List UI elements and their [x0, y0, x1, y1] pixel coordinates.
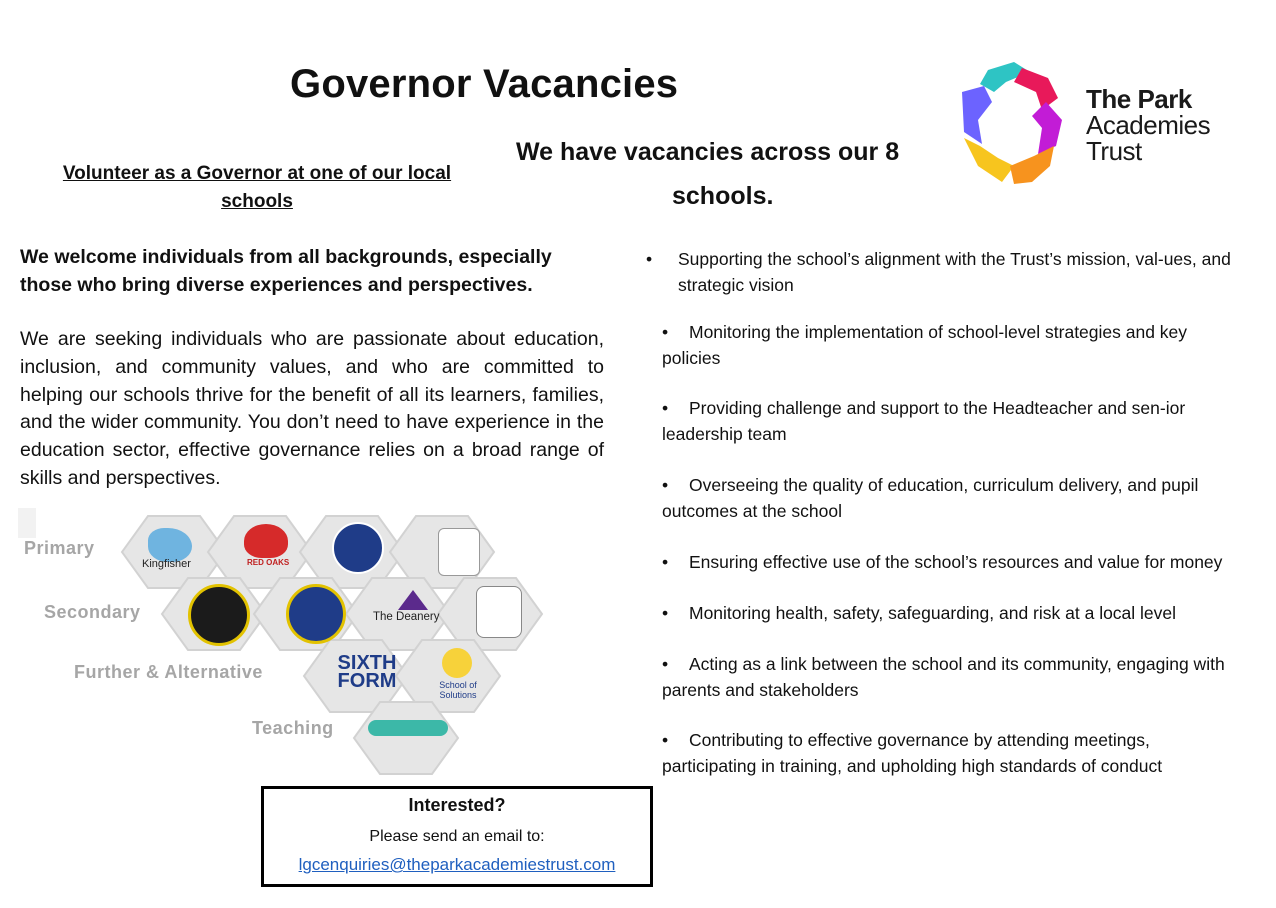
- contact-box: [261, 786, 653, 887]
- bridlewood-crest-icon: [438, 528, 480, 576]
- kingfisher-label: Kingfisher: [142, 558, 191, 570]
- schools-graphic: [18, 508, 578, 776]
- deanery-label: The Deanery: [373, 611, 440, 623]
- list-item: • Overseeing the quality of education, curriculum delivery, and pupil outcomes at the school: [662, 475, 1199, 521]
- logo-text-line3: Trust: [1086, 136, 1142, 166]
- red-oaks-crest-icon: [244, 524, 288, 558]
- seeking-paragraph: We are seeking individuals who are passionate about education, inclusion, and community values, and who are committed to helping our schools thrive for the benefit of all its learners, families, and the wider community. You don’t need to have experience in the education sector, effective governance relies on a broad range of skills and perspectives.: [20, 328, 604, 489]
- contact-email-link[interactable]: lgcenquiries@theparkacademiestrust.com: [298, 855, 616, 874]
- school-of-solutions-bulb-icon: [442, 648, 472, 678]
- trust-logo-mark-icon: [958, 62, 1068, 186]
- category-secondary: Secondary: [44, 602, 141, 622]
- list-item: • Supporting the school’s alignment with the Trust’s mission, val-ues, and strategic vision: [646, 249, 1231, 295]
- page-title: Governor Vacancies: [290, 62, 679, 106]
- category-further-alternative: Further & Alternative: [74, 662, 263, 682]
- contact-title: Interested?: [408, 795, 506, 815]
- list-item: • Ensuring effective use of the school’s resources and value for money: [662, 552, 1223, 572]
- contact-instruction: Please send an email to:: [369, 828, 545, 845]
- trust-logo: [958, 62, 1226, 188]
- logo-text-line2: Academies: [1086, 110, 1211, 140]
- red-oaks-label: RED OAKS: [247, 558, 290, 567]
- teaching-partnership-logo-icon: [368, 720, 448, 736]
- list-item: • Contributing to effective governance by attending meetings, participating in training, and upholding high standards of conduct: [662, 730, 1163, 776]
- volunteer-heading: Volunteer as a Governor at one of our local schools: [62, 163, 452, 212]
- list-item: • Monitoring the implementation of school-level strategies and key policies: [662, 322, 1188, 368]
- secondary-school-1-crest-icon: [188, 584, 250, 646]
- secondary-school-2-crest-icon: [286, 584, 346, 644]
- list-item: • Providing challenge and support to the Headteacher and sen-ior leadership team: [662, 398, 1186, 444]
- vacancies-heading-line2: schools.: [672, 182, 774, 210]
- sixth-form-logo: SIXTH FORM: [337, 652, 397, 692]
- secondary-school-4-crest-icon: [476, 586, 522, 638]
- kingfisher-crest-icon: [148, 528, 192, 562]
- vacancies-heading-line1: We have vacancies across our 8: [516, 138, 900, 166]
- category-primary: Primary: [24, 538, 95, 558]
- governor-duties-list: [646, 246, 1232, 779]
- orchid-vale-crest-icon: [332, 522, 384, 574]
- welcome-paragraph: We welcome individuals from all backgrounds, especially those who bring diverse experiences and perspectives.: [20, 246, 552, 296]
- list-item: • Acting as a link between the school and its community, engaging with parents and stakeholders: [662, 654, 1225, 700]
- school-of-solutions-label: School of Solutions: [439, 680, 477, 700]
- category-teaching: Teaching: [252, 718, 334, 738]
- list-item: • Monitoring health, safety, safeguarding, and risk at a local level: [662, 603, 1177, 623]
- logo-text-line1: The Park: [1086, 84, 1192, 114]
